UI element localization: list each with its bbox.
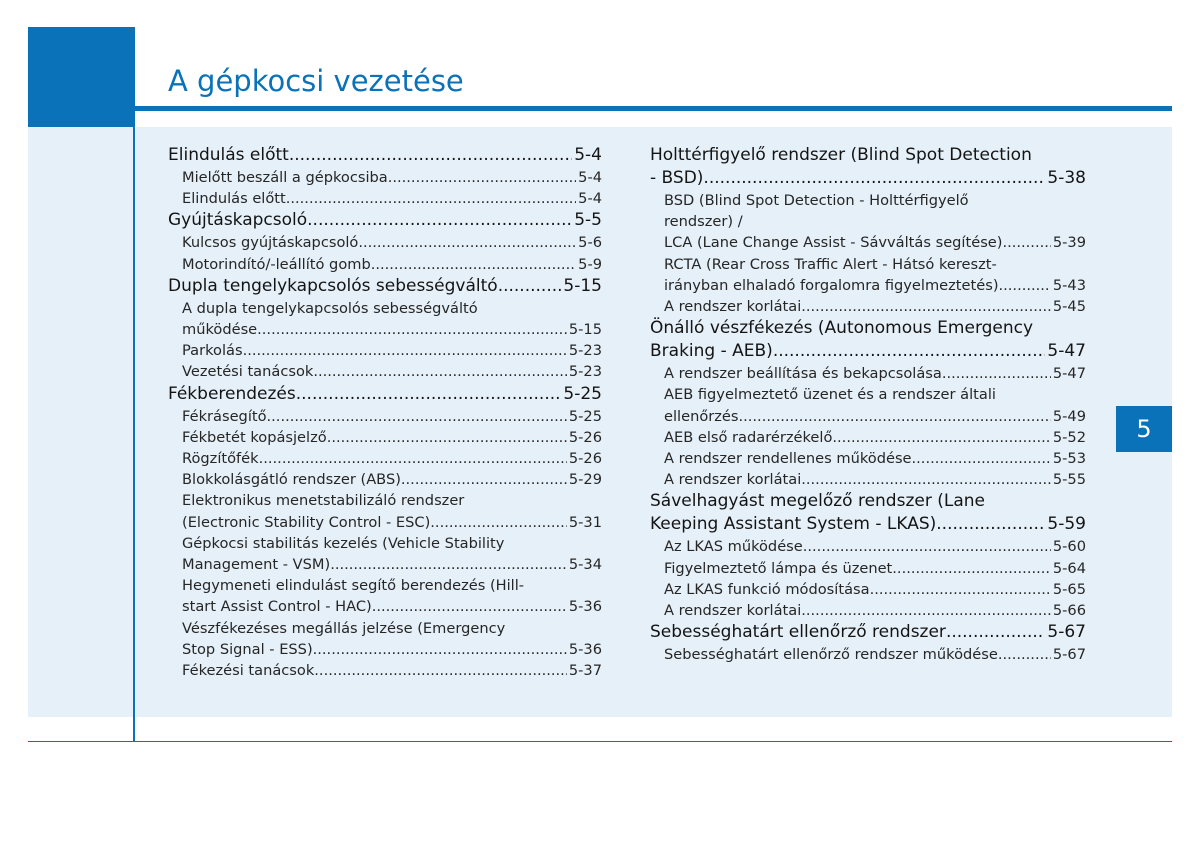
toc-page-number: 5-45 [1052,298,1086,316]
dot-leader [912,448,1051,469]
dot-leader [289,144,572,167]
toc-page-number: 5-36 [568,598,602,616]
toc-page-number: 5-29 [568,471,602,489]
toc-entry-text-line: AEB figyelmeztető üzenet és a rendszer általi [664,386,996,404]
toc-subsection-entry[interactable] [168,232,602,253]
toc-subsection-entry[interactable] [168,427,602,448]
toc-page-number: 5-23 [568,342,602,360]
toc-page-number: 5-67 [1047,622,1086,643]
toc-subsection-entry[interactable] [168,469,602,490]
toc-entry-text-line: BSD (Blind Spot Detection - Holttérfigyelő [664,192,969,209]
toc-page-number: 5-53 [1052,450,1086,468]
dot-leader [243,340,567,361]
toc-page-number: 5-60 [1052,538,1086,556]
dot-leader [832,427,1050,448]
toc-subsection-entry[interactable] [650,600,1086,621]
side-band [28,127,134,717]
toc-page-number: 5-25 [568,407,602,425]
dot-leader [801,600,1051,621]
dot-leader [946,621,1045,644]
toc-entry-text: Dupla tengelykapcsolós sebességváltó [168,275,498,296]
toc-entry-text: Management - VSM) [182,556,331,574]
toc-page-number: 5-52 [1052,428,1086,446]
toc-entry-text: start Assist Control - HAC) [182,598,372,616]
toc-subsection-entry[interactable] [650,190,1086,254]
toc-section-entry[interactable] [168,209,602,232]
dot-leader [388,167,576,188]
dot-leader [330,554,567,575]
toc-section-entry[interactable] [650,490,1086,536]
toc-entry-text: Fékezési tanácsok [182,662,315,680]
dot-leader [801,296,1051,317]
toc-section-entry[interactable] [168,383,602,406]
toc-page-number: 5-26 [568,428,602,446]
toc-page-number: 5-59 [1047,514,1086,535]
toc-page-number: 5-37 [568,662,602,680]
toc-subsection-entry[interactable] [650,536,1086,557]
toc-page-number: 5-64 [1052,559,1086,577]
toc-left-column [168,144,602,681]
toc-page-number: 5-4 [578,190,602,208]
toc-subsection-entry[interactable] [650,427,1086,448]
dot-leader [313,361,567,382]
toc-entry-text: Vezetési tanácsok [182,363,314,381]
dot-leader [372,596,567,617]
toc-entry-text: Rögzítőfék [182,450,259,468]
toc-page-number: 5-15 [563,275,602,296]
toc-entry-text: (Electronic Stability Control - ESC) [182,513,431,531]
toc-page-number: 5-4 [574,145,602,165]
toc-entry-text-line: Holttérfigyelő rendszer (Blind Spot Detection [650,145,1032,165]
toc-section-entry[interactable] [650,317,1086,363]
dot-leader [401,469,567,490]
toc-section-entry[interactable] [168,144,602,167]
toc-subsection-entry[interactable] [168,361,602,382]
toc-subsection-entry[interactable] [168,406,602,427]
toc-right-column [650,144,1086,665]
toc-entry-text: - BSD) [650,168,704,188]
toc-page-number: 5-55 [1052,471,1086,489]
toc-subsection-entry[interactable] [650,363,1086,384]
toc-page-number: 5-9 [578,255,602,273]
toc-subsection-entry[interactable] [168,340,602,361]
toc-subsection-entry[interactable] [168,254,602,275]
toc-subsection-entry[interactable] [650,448,1086,469]
toc-entry-text: Blokkolásgátló rendszer (ABS) [182,471,401,489]
toc-entry-text: LCA (Lane Change Assist - Sávváltás segítése) [664,234,1003,252]
dot-leader [870,579,1051,600]
toc-entry-text: Elindulás előtt [168,145,289,165]
toc-page-number: 5-4 [578,169,602,186]
bottom-rule [28,741,1172,742]
toc-entry-text-line: Gépkocsi stabilitás kezelés (Vehicle Stability [182,534,505,552]
toc-section-entry[interactable] [650,144,1086,190]
toc-page-number: 5-23 [568,363,602,381]
toc-page-number: 5-65 [1052,580,1086,598]
toc-entry-text-line: Sávelhagyást megelőző rendszer (Lane [650,491,985,512]
dot-leader [498,275,562,298]
toc-page-number: 5-25 [563,383,602,404]
toc-page-number: 5-5 [574,210,602,231]
dot-leader [296,383,562,406]
toc-entry-text: A rendszer korlátai [664,298,802,316]
toc-entry-text: működése [182,321,258,339]
toc-entry-text: Motorindító/-leállító gomb [182,255,371,273]
title-rule [134,106,1172,111]
toc-entry-text: Sebességhatárt ellenőrző rendszer működése [664,646,998,664]
dot-leader [371,254,576,275]
toc-entry-text: A rendszer korlátai [664,471,802,489]
dot-leader [1002,232,1050,253]
toc-entry-text: AEB első radarérzékelő [664,428,833,446]
toc-subsection-entry[interactable] [650,254,1086,296]
toc-page-number: 5-31 [568,513,602,531]
toc-entry-text-line: rendszer) / [664,213,743,231]
toc-subsection-entry[interactable] [168,167,602,188]
toc-page-number: 5-47 [1052,365,1086,383]
toc-entry-text: A rendszer beállítása és bekapcsolása [664,365,942,383]
chapter-tab[interactable] [1116,406,1172,452]
dot-leader [998,644,1051,665]
toc-entry-text: Stop Signal - ESS) [182,640,313,658]
toc-entry-text-line: RCTA (Rear Cross Traffic Alert - Hátsó kereszt- [664,255,997,273]
dot-leader [703,167,1045,190]
toc-subsection-entry[interactable] [650,644,1086,665]
toc-page-number: 5-38 [1047,168,1086,188]
toc-entry-text: A rendszer korlátai [664,602,802,620]
toc-subsection-entry[interactable] [168,618,602,660]
dot-leader [358,232,576,253]
dot-leader [313,639,567,660]
toc-page-number: 5-66 [1052,602,1086,620]
toc-subsection-entry[interactable] [168,660,602,681]
toc-entry-text-line: A dupla tengelykapcsolós sebességváltó [182,299,478,317]
dot-leader [314,660,567,681]
toc-page-number: 5-49 [1052,407,1086,425]
toc-entry-text-line: Önálló vészfékezés (Autonomous Emergency [650,318,1034,339]
toc-section-entry[interactable] [168,275,602,298]
toc-subsection-entry[interactable] [650,296,1086,317]
toc-entry-text: Figyelmeztető lámpa és üzenet [664,559,893,577]
toc-page-number: 5-36 [568,640,602,658]
toc-page-number: 5-15 [568,321,602,339]
chapter-tab-label: 5 [1136,415,1152,443]
toc-entry-text: Fékrásegítő [182,407,267,425]
dot-leader [307,209,572,232]
toc-page-number: 5-34 [568,556,602,574]
toc-page-number: 5-67 [1052,646,1086,664]
toc-subsection-entry[interactable] [168,533,602,575]
toc-page-number: 5-39 [1052,234,1086,252]
chapter-color-block [28,27,134,127]
vertical-rule [133,27,135,742]
dot-leader [942,363,1051,384]
dot-leader [257,319,567,340]
toc-subsection-entry[interactable] [168,298,602,340]
toc-page-number: 5-26 [568,450,602,468]
toc-entry-text: irányban elhaladó forgalomra figyelmeztetés) [664,276,999,294]
toc-entry-text: Elindulás előtt [182,190,286,208]
dot-leader [327,427,567,448]
toc-entry-text: Parkolás [182,342,243,360]
dot-leader [259,448,567,469]
toc-subsection-entry[interactable] [168,575,602,617]
toc-entry-text-line: Vészfékezéses megállás jelzése (Emergency [182,619,506,637]
dot-leader [803,536,1051,557]
toc-subsection-entry[interactable] [168,448,602,469]
dot-leader [430,512,567,533]
page-title: A gépkocsi vezetése [168,64,464,98]
toc-page-number: 5-47 [1047,341,1086,362]
toc-entry-text: A rendszer rendellenes működése [664,450,912,468]
toc-entry-text: Braking - AEB) [650,341,773,362]
toc-entry-text: Mielőtt beszáll a gépkocsiba [182,169,388,186]
toc-entry-text: Az LKAS működése [664,538,803,556]
toc-entry-text-line: Hegymeneti elindulást segítő berendezés (Hill- [182,577,525,595]
toc-subsection-entry[interactable] [168,188,602,209]
dot-leader [267,406,567,427]
toc-page-number: 5-6 [578,234,602,252]
toc-entry-text: Keeping Assistant System - LKAS) [650,514,937,535]
toc-subsection-entry[interactable] [650,579,1086,600]
toc-subsection-entry[interactable] [650,384,1086,426]
toc-section-entry[interactable] [650,621,1086,644]
toc-entry-text: Az LKAS funkció módosítása [664,580,870,598]
toc-page-number: 5-43 [1052,276,1086,294]
dot-leader [739,406,1051,427]
dot-leader [936,513,1045,536]
toc-subsection-entry[interactable] [650,469,1086,490]
dot-leader [773,340,1046,363]
dot-leader [999,275,1051,296]
dot-leader [286,188,576,209]
dot-leader [892,558,1051,579]
toc-entry-text: ellenőrzés [664,407,739,425]
toc-entry-text: Sebességhatárt ellenőrző rendszer [650,622,946,643]
toc-entry-text: Kulcsos gyújtáskapcsoló [182,234,359,252]
toc-entry-text-line: Elektronikus menetstabilizáló rendszer [182,492,465,510]
toc-entry-text: Gyújtáskapcsoló [168,210,308,231]
toc-subsection-entry[interactable] [168,490,602,532]
toc-subsection-entry[interactable] [650,558,1086,579]
toc-entry-text: Fékbetét kopásjelző [182,428,327,446]
dot-leader [801,469,1051,490]
toc-entry-text: Fékberendezés [168,383,296,404]
